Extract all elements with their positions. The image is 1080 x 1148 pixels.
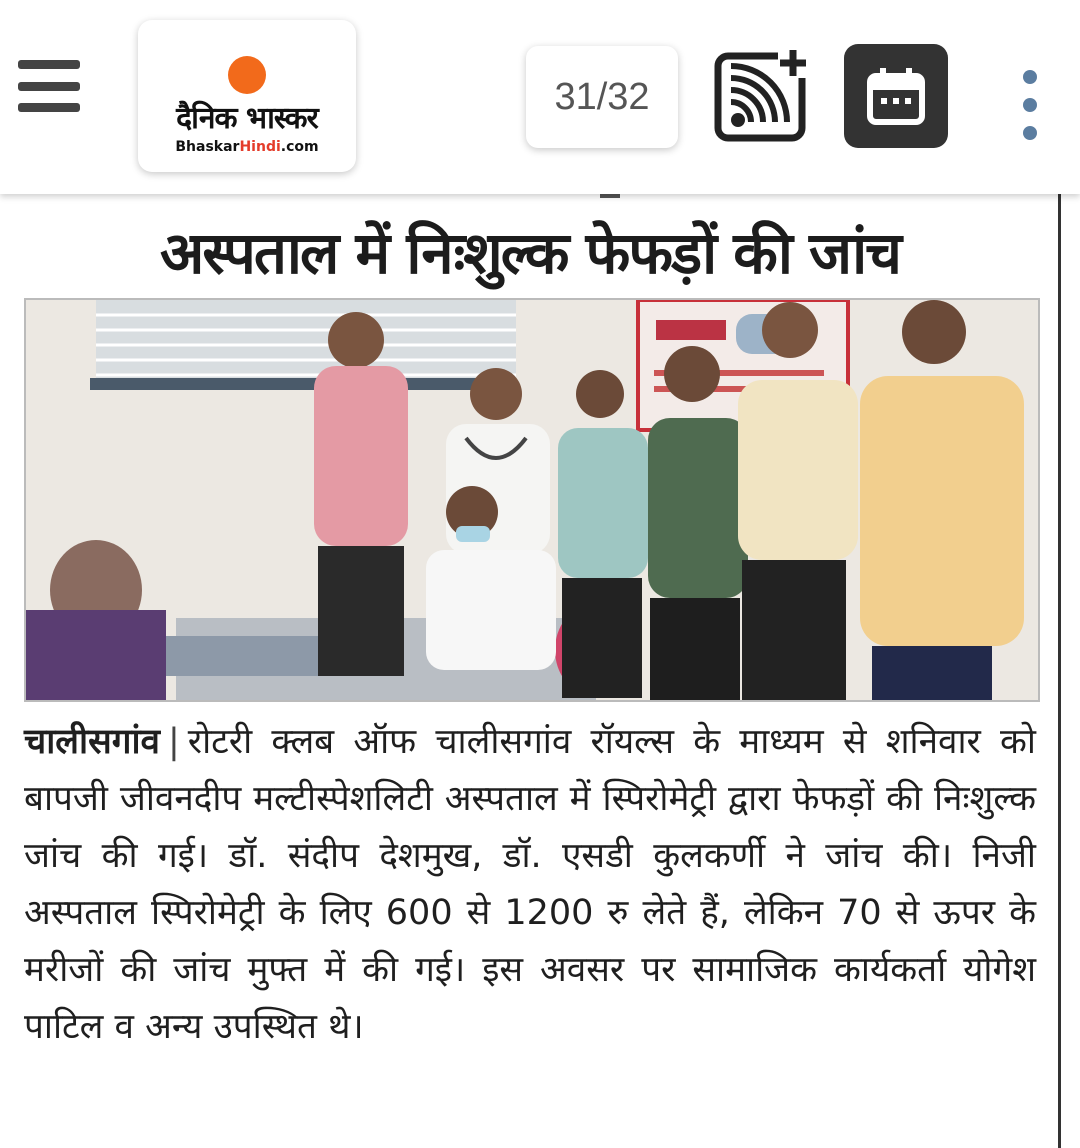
- logo-sub-accent: Hindi: [239, 139, 281, 155]
- logo-wordmark: दैनिक भास्कर: [176, 101, 318, 136]
- page-counter-button[interactable]: 31/32: [526, 46, 678, 148]
- calendar-icon: [866, 66, 926, 126]
- kebab-dot: [1023, 126, 1037, 140]
- print-artifact: [600, 194, 620, 198]
- kebab-dot: [1023, 70, 1037, 84]
- article-photo: [24, 298, 1040, 702]
- menu-line: [18, 60, 80, 69]
- app-header: [0, 0, 1080, 194]
- logo-subtitle: [175, 139, 318, 155]
- menu-line: [18, 103, 80, 112]
- column-rule: [1058, 194, 1061, 1148]
- hamburger-menu-icon[interactable]: [18, 60, 80, 112]
- logo-sub-prefix: Bhaskar: [175, 139, 240, 155]
- dainik-bhaskar-logo[interactable]: [138, 20, 356, 172]
- article-dateline: चालीसगांव: [24, 722, 160, 762]
- article-body: [24, 714, 1036, 1056]
- logo-sun-icon: [228, 56, 266, 94]
- epaper-clipping: [0, 194, 1080, 1148]
- rss-add-icon[interactable]: [714, 46, 810, 142]
- more-vertical-icon[interactable]: [1010, 70, 1050, 140]
- logo-sub-suffix: .com: [280, 139, 319, 155]
- dateline-separator: |: [167, 722, 180, 762]
- article-text: रोटरी क्लब ऑफ चालीसगांव रॉयल्स के माध्यम से शनिवार को बापजी जीवनदीप मल्टीस्पेशलिटी अस्पताल में स्पिरोमेट्री द्वारा फेफड़ों की निःशुल्क जांच की गई। डॉ. संदीप देशमुख, डॉ. एसडी कुलकर्णी ने जांच की। निजी अस्पताल स्पिरोमेट्री के लिए 600 से 1200 रु लेते हैं, लेकिन 70 से ऊपर के मरीजों की जांच मुफ्त में की गई। इस अवसर पर सामाजिक कार्यकर्ता योगेश पाटिल व अन्य उपस्थित थे।: [24, 722, 1036, 1047]
- kebab-dot: [1023, 98, 1037, 112]
- calendar-button[interactable]: [844, 44, 948, 148]
- article-headline: अस्पताल में निःशुल्क फेफड़ों की जांच: [160, 219, 900, 287]
- menu-line: [18, 82, 80, 91]
